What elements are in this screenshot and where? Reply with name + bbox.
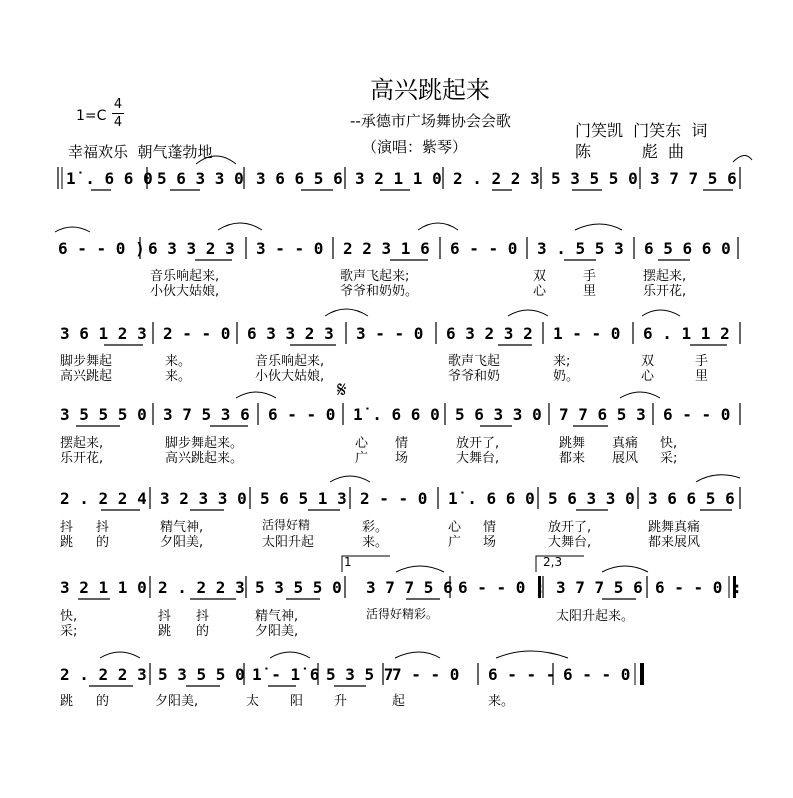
lyric: 歌声飞起来; [340, 269, 410, 284]
tempo-marking: 幸福欢乐 朝气蓬勃地 [68, 143, 213, 161]
lyric: 的 [96, 535, 110, 550]
lyric: 心 [533, 284, 547, 299]
lyric: 摆起来, [643, 269, 687, 284]
lyricist-credit: 门笑凯 门笑东 词 [575, 121, 708, 140]
lyric: 夕阳美, [255, 624, 299, 639]
lyric: 活得好精彩。 [366, 607, 439, 621]
measure: 2 . 2 2 3 [453, 169, 540, 188]
measure: 2 . 2 2 3 [60, 665, 147, 684]
lyric: 跳 [60, 535, 74, 550]
measure: 6 - - 0 : [655, 578, 742, 597]
lyric: 跳 [60, 694, 74, 709]
measure: 3 6 6 5 6 [648, 489, 735, 508]
lyric: 音乐响起来, [150, 269, 220, 284]
measure: 6 - - 0 [450, 239, 518, 258]
lyric: 夕阳美, [155, 694, 199, 709]
lyric: 场 [395, 451, 409, 466]
lyric: 阳 [290, 694, 304, 709]
lyric: 广 [355, 451, 369, 466]
measure: 2 . 2 2 3 [158, 578, 245, 597]
measure: 2 2 3 1 6 [343, 239, 430, 258]
lyric: 里 [583, 284, 597, 299]
lyric: 歌声飞起 [448, 354, 501, 369]
lyric: 抖 [196, 609, 210, 624]
measure: 6 - - 0 [563, 665, 631, 684]
singer-credit: （演唱：紫琴） [362, 138, 468, 156]
measure: 6 - - - [488, 665, 556, 684]
lyric: 都来展风 [648, 535, 701, 550]
lyric: 大舞台, [548, 535, 592, 550]
measure: 3 7 7 5 6 [650, 169, 737, 188]
lyric: 快, [60, 609, 78, 624]
lyric: 音乐响起来, [255, 354, 325, 369]
lyric: 升 [334, 694, 348, 709]
lyric: 放开了, [548, 520, 592, 535]
lyric: 太 [246, 694, 260, 709]
lyric: 活得好精 [262, 518, 311, 532]
composer-credit: 陈 彪 曲 [575, 142, 685, 161]
lyric: 心 [355, 436, 369, 451]
lyric: 来。 [165, 354, 192, 369]
lyric: 采; [60, 624, 78, 639]
lyric: 采; [660, 451, 678, 466]
lyric: 高兴跳起来。 [165, 451, 244, 466]
lyric: 真痛 [612, 436, 639, 451]
measure: 6 3 2 3 2 [446, 324, 533, 343]
lyric: 跳舞 [559, 436, 586, 451]
lyric: 太阳升起来。 [556, 609, 635, 624]
lyric: 来。 [165, 369, 192, 384]
lyric: 夕阳美, [160, 535, 204, 550]
lyric: 彩。 [362, 520, 389, 535]
measure: 5 6 3 3 0 [455, 405, 542, 424]
lyric: 跳舞真痛 [648, 520, 701, 535]
lyric: 抖 [60, 520, 74, 535]
measure: 7 7 6 5 3 [559, 405, 646, 424]
lyric: 都来 [559, 451, 586, 466]
lyric: 心 [641, 369, 655, 384]
measure: 6 - - 0 [663, 405, 731, 424]
lyric: 手 [695, 354, 709, 369]
measure: 3 7 7 5 6 [366, 578, 453, 597]
measure: 3 2 3 3 0 [160, 489, 247, 508]
lyric: 跳 [158, 624, 172, 639]
measure: 2 - - 0 [360, 489, 428, 508]
lyric: 脚步舞起 [60, 354, 113, 369]
lyric: 脚步舞起来。 [165, 436, 244, 451]
lyric: 广 [448, 535, 462, 550]
measure: 3 . 5 5 3 [537, 239, 624, 258]
lyric: 爷爷和奶奶。 [340, 284, 419, 299]
lyric: 奶。 [553, 369, 580, 384]
lyric: 高兴跳起 [60, 369, 113, 384]
measure: 6 - - 0 ) [58, 239, 145, 258]
song-title: 高兴跳起来 [370, 76, 490, 104]
measure: 5 6 3 3 0 [548, 489, 635, 508]
lyric: 精气神, [160, 520, 204, 535]
measure: 6 - - 0 : [458, 578, 545, 597]
lyric: 来。 [362, 535, 389, 550]
lyric: 快, [660, 436, 678, 451]
measure: 2 . 2 2 4 [60, 489, 147, 508]
lyric: 情 [395, 436, 409, 451]
measure: 3 - - 0 [256, 239, 324, 258]
segno-sign: 𝄋 [337, 378, 347, 403]
measure: 7 - - 0 [392, 665, 460, 684]
lyric: 里 [695, 369, 709, 384]
lyric: 心 [448, 520, 462, 535]
measure: 6 . 1 1 2 [643, 324, 730, 343]
measure: 6 3 3 2 3 [148, 239, 235, 258]
lyric: 手 [583, 269, 597, 284]
measure: 3 2 1 1 0 [60, 578, 147, 597]
lyric: 抖 [96, 520, 110, 535]
lyric: 情 [483, 520, 497, 535]
lyric: 小伙大姑娘, [255, 369, 325, 384]
measure: 6 - - 0 [268, 405, 336, 424]
measure: 1̇ . 6 6 0 [448, 489, 535, 508]
lyric: 太阳升起 [262, 535, 315, 550]
measure: 5 6 3 3 0 [157, 169, 244, 188]
lyric: 放开了, [456, 436, 500, 451]
lyric: 小伙大姑娘, [150, 284, 220, 299]
lyric: 精气神, [255, 609, 299, 624]
lyric: 场 [483, 535, 497, 550]
key-signature: 1=C [76, 108, 107, 124]
lyric: 起 [392, 694, 406, 709]
lyric: 摆起来, [60, 436, 104, 451]
measure: 5 3 5 7 [326, 665, 394, 684]
measure: 3 - - 0 [356, 324, 424, 343]
measure: 1̇ . 6 6 0 [66, 169, 153, 188]
song-subtitle: --承德市广场舞协会会歌 [350, 112, 511, 130]
measure: 6 5 6 6 0 [644, 239, 731, 258]
measure: 6 3 3 2 3 [247, 324, 334, 343]
measure: 2 - - 0 [163, 324, 231, 343]
measure: 3 6 6 5 6 [256, 169, 343, 188]
lyric: 乐开花, [643, 284, 687, 299]
measure: 3 7 5 3 6 [163, 405, 250, 424]
measure: 1 - - 0 [553, 324, 621, 343]
lyric: 乐开花, [60, 451, 104, 466]
measure: 1̇ . 6 6 0 [353, 405, 440, 424]
measure: 5 3 5 5 0 [158, 665, 245, 684]
measure: 3 5 5 5 0 [60, 405, 147, 424]
lyric: 双 [533, 269, 547, 284]
lyric: 来。 [488, 694, 515, 709]
lyric: 展风 [612, 451, 639, 466]
lyric: 来; [553, 354, 571, 369]
time-signature-numerator: 4 [113, 97, 123, 112]
lyric: 双 [641, 354, 655, 369]
measure: 5 3 5 5 0 [255, 578, 342, 597]
lyric: 的 [196, 624, 210, 639]
time-signature-denominator: 4 [113, 115, 123, 130]
measure: 3 6 1 2 3 [60, 324, 147, 343]
measure: 5 6 5 1 3 [260, 489, 347, 508]
lyric: 爷爷和奶 [448, 369, 501, 384]
lyric: 的 [96, 694, 110, 709]
measure: 1̇ - 1̇ 6 [252, 665, 320, 684]
volta-2-label: 2,3 [543, 555, 563, 569]
volta-1-label: 1 [344, 555, 352, 569]
lyric: 抖 [158, 609, 172, 624]
lyric: 大舞台, [456, 451, 500, 466]
measure: 3 7 7 5 6 [556, 578, 643, 597]
measure: 3 2 1 1 0 [355, 169, 442, 188]
measure: 5 3 5 5 0 [551, 169, 638, 188]
